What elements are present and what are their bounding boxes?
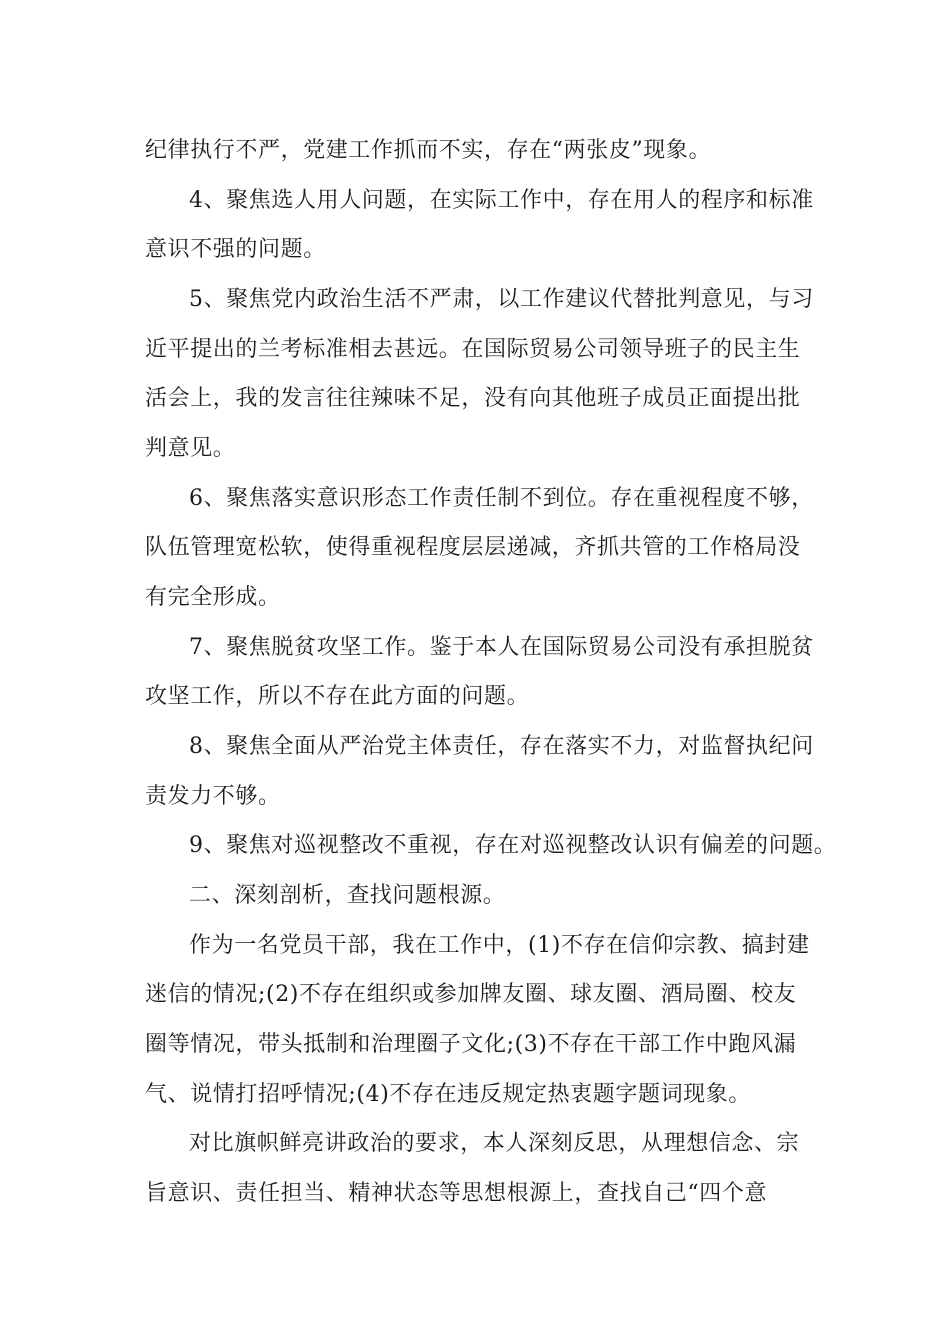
text-line: 9、聚焦对巡视整改不重视，存在对巡视整改认识有偏差的问题。 <box>189 833 837 858</box>
text-line: 作为一名党员干部，我在工作中，(1)不存在信仰宗教、搞封建 <box>189 933 810 958</box>
text-line: 对比旗帜鲜亮讲政治的要求，本人深刻反思，从理想信念、宗 <box>189 1131 800 1156</box>
section-heading: 二、深刻剖析，查找问题根源。 <box>189 883 506 908</box>
text-line: 有完全形成。 <box>145 585 281 610</box>
text-line: 队伍管理宽松软，使得重视程度层层递减，齐抓共管的工作格局没 <box>145 535 801 560</box>
text-line: 气、说情打招呼情况;(4)不存在违反规定热衷题字题词现象。 <box>145 1082 751 1107</box>
text-line: 4、聚焦选人用人问题，在实际工作中，存在用人的程序和标准 <box>189 188 814 213</box>
text-line: 7、聚焦脱贫攻坚工作。鉴于本人在国际贸易公司没有承担脱贫 <box>189 635 814 660</box>
text-line: 攻坚工作，所以不存在此方面的问题。 <box>145 684 530 709</box>
text-line: 近平提出的兰考标准相去甚远。在国际贸易公司领导班子的民主生 <box>145 337 801 362</box>
text-line: 判意见。 <box>145 436 236 461</box>
text-line: 圈等情况，带头抵制和治理圈子文化;(3)不存在干部工作中跑风漏 <box>145 1032 797 1057</box>
text-line: 旨意识、责任担当、精神状态等思想根源上，查找自己“四个意 <box>145 1181 768 1206</box>
text-line: 6、聚焦落实意识形态工作责任制不到位。存在重视程度不够， <box>189 486 814 511</box>
text-line: 8、聚焦全面从严治党主体责任，存在落实不力，对监督执纪问 <box>189 734 814 759</box>
text-line: 意识不强的问题。 <box>145 237 326 262</box>
text-line: 5、聚焦党内政治生活不严肃，以工作建议代替批判意见，与习 <box>189 287 814 312</box>
text-line: 责发力不够。 <box>145 784 281 809</box>
text-line: 迷信的情况;(2)不存在组织或参加牌友圈、球友圈、酒局圈、校友 <box>145 982 797 1007</box>
text-line: 纪律执行不严，党建工作抓而不实，存在“两张皮”现象。 <box>145 138 712 163</box>
text-line: 活会上，我的发言往往辣味不足，没有向其他班子成员正面提出批 <box>145 386 801 411</box>
